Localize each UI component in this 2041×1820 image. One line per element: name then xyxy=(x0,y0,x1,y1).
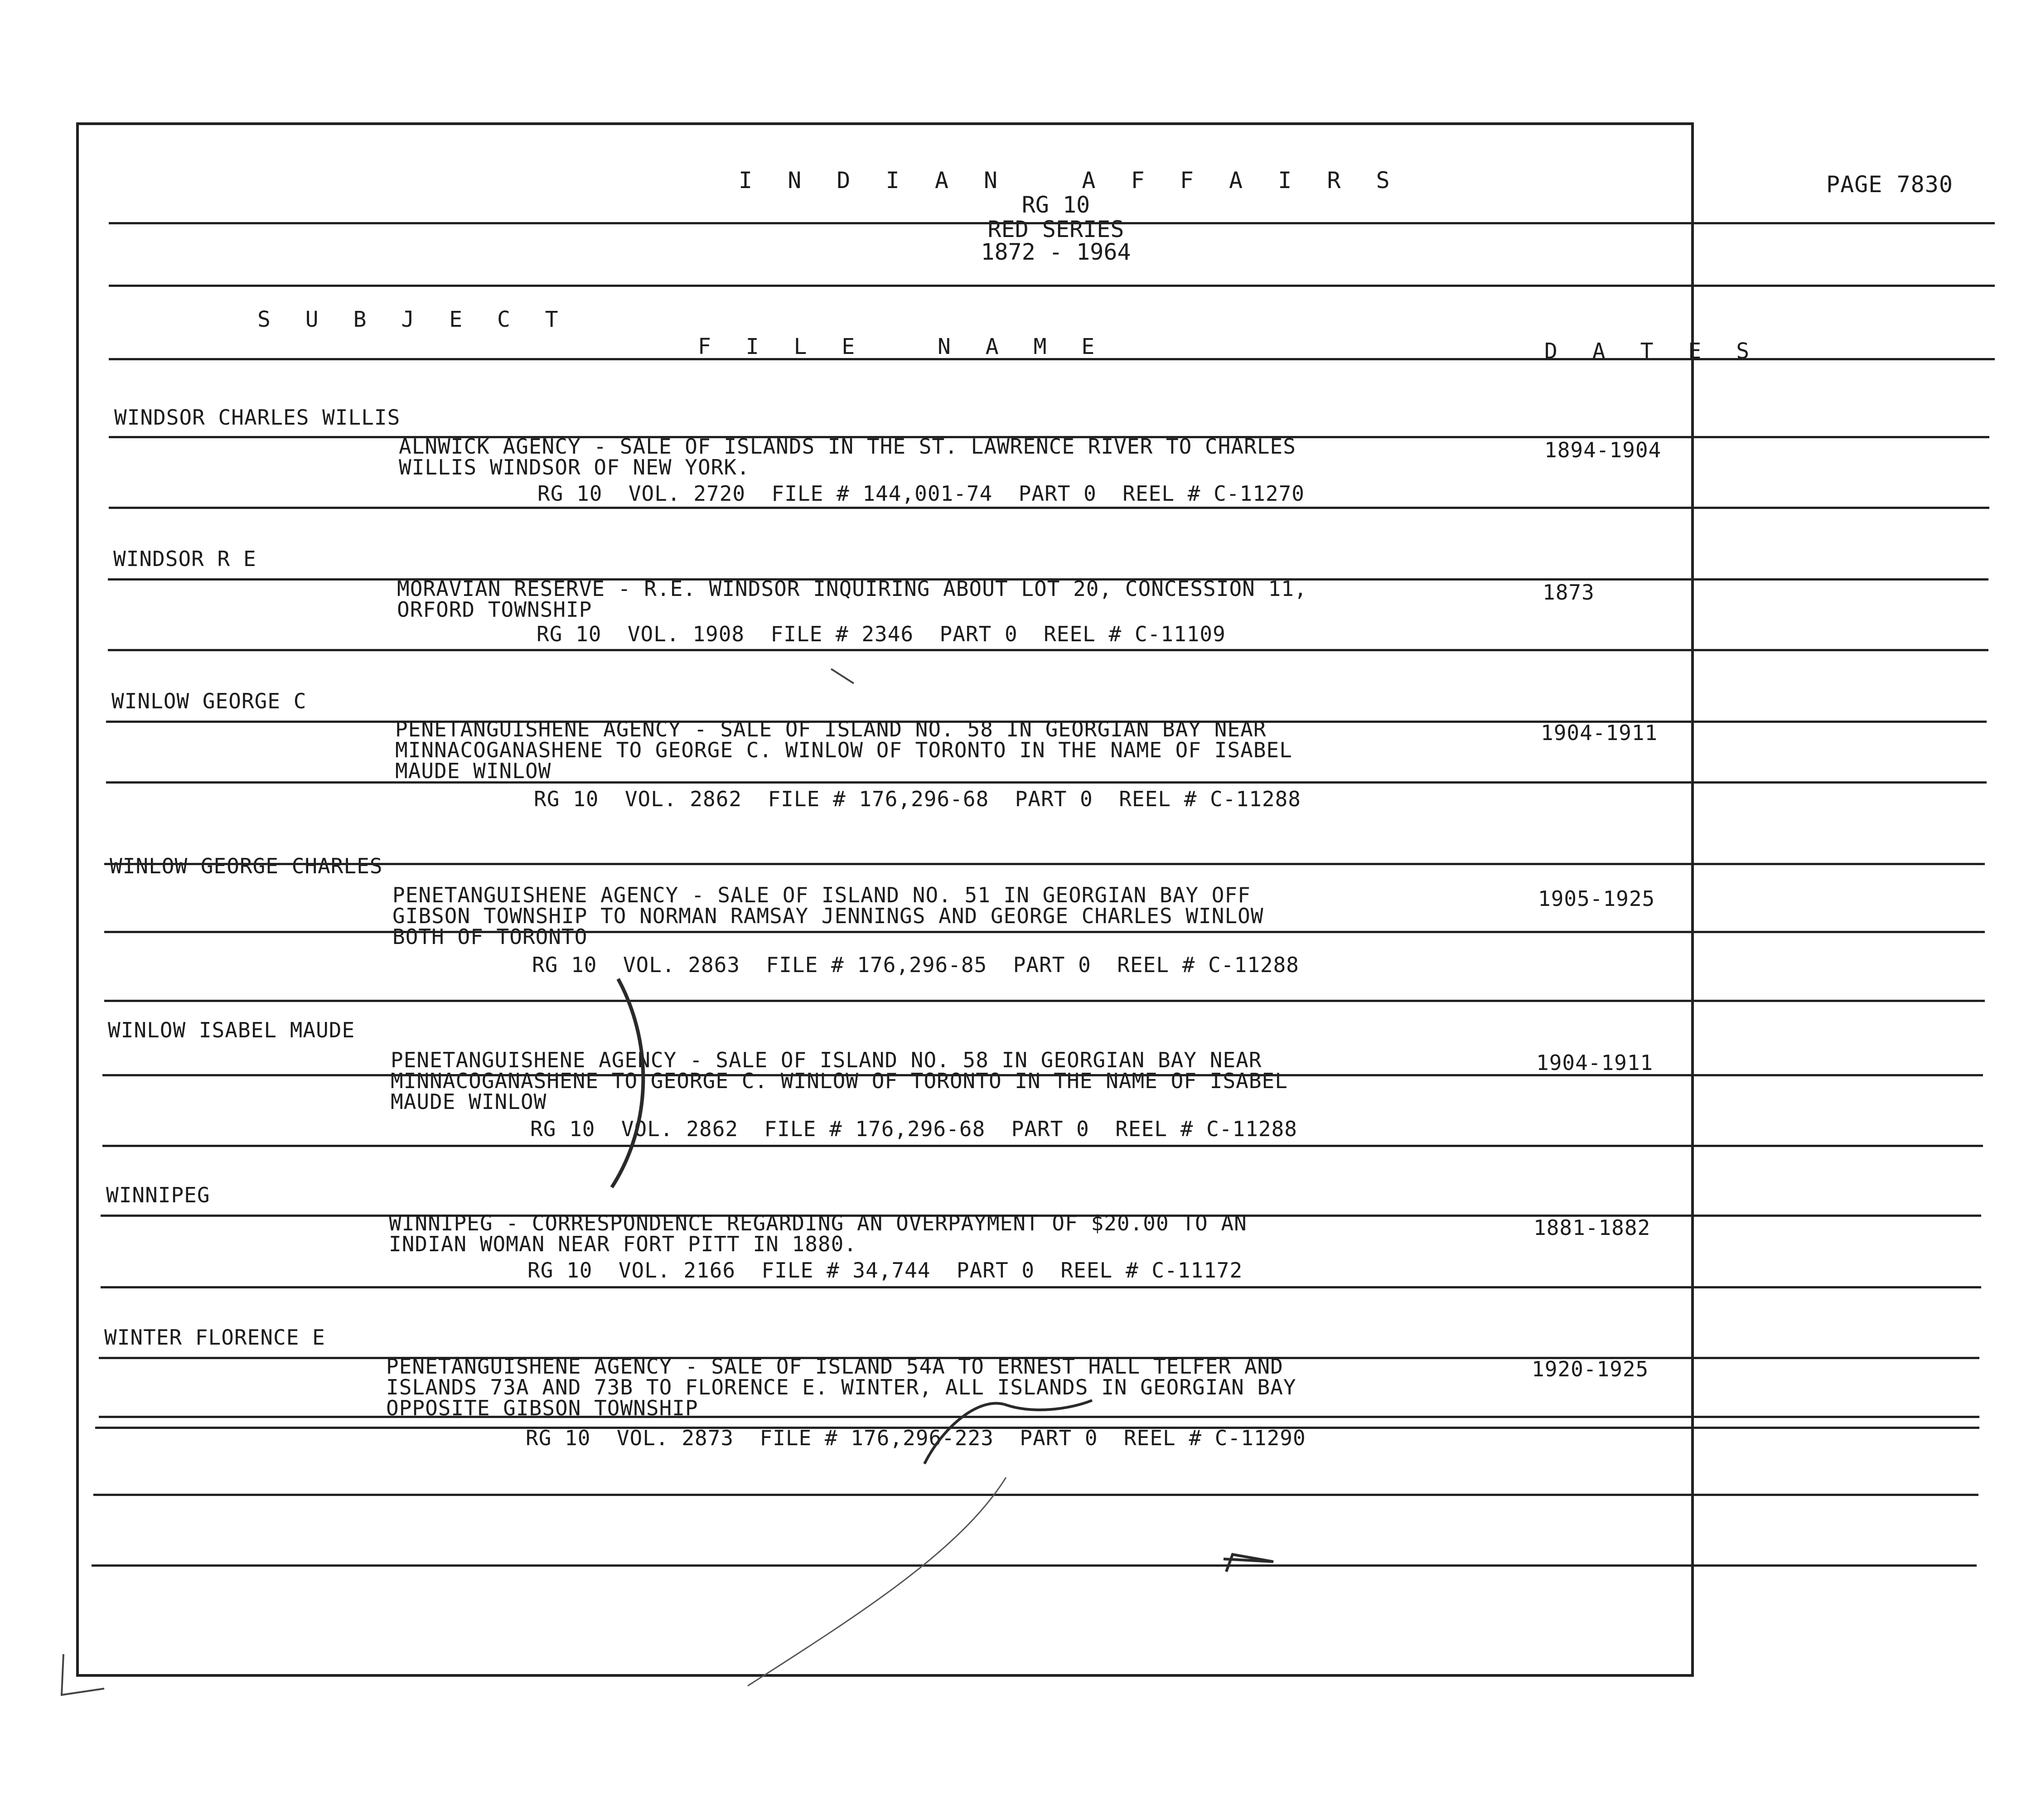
arrow-mark xyxy=(1224,1554,1273,1572)
entry-file-name: ALNWICK AGENCY - SALE OF ISLANDS IN THE ST. LAWRENCE RIVER TO CHARLES xyxy=(399,434,1296,459)
entry-file-name: MORAVIAN RESERVE - R.E. WINDSOR INQUIRING ABOUT LOT 20, CONCESSION 11, xyxy=(397,576,1307,601)
entry-subject: WINLOW GEORGE CHARLES xyxy=(110,854,383,878)
pen-stroke xyxy=(924,1400,1092,1464)
series-years: 1872 - 1964 xyxy=(981,239,1131,265)
entry-file-name: BOTH OF TORONTO xyxy=(392,925,588,949)
entry-reference: RG 10 VOL. 2863 FILE # 176,296-85 PART 0 REEL # C-11288 xyxy=(532,953,1299,977)
entry-dates: 1920-1925 xyxy=(1532,1357,1649,1381)
pen-stroke xyxy=(748,1477,1006,1686)
entry-file-name: INDIAN WOMAN NEAR FORT PITT IN 1880. xyxy=(389,1232,857,1256)
entry-reference: RG 10 VOL. 2873 FILE # 176,296-223 PART 0 REEL # C-11290 xyxy=(526,1426,1306,1450)
entry-subject: WINTER FLORENCE E xyxy=(104,1325,325,1350)
entry-subject: WINDSOR R E xyxy=(113,547,256,571)
column-header-file-name: F I L E N A M E xyxy=(698,334,1106,359)
document-title: I N D I A N A F F A I R S xyxy=(739,167,1401,194)
entry-dates: 1905-1925 xyxy=(1538,886,1655,911)
entry-subject: WINDSOR CHARLES WILLIS xyxy=(114,405,401,430)
entry-reference: RG 10 VOL. 2720 FILE # 144,001-74 PART 0 REEL # C-11270 xyxy=(537,481,1305,506)
entry-file-name: MINNACOGANASHENE TO GEORGE C. WINLOW OF TORONTO IN THE NAME OF ISABEL xyxy=(395,738,1292,762)
entry-reference: RG 10 VOL. 1908 FILE # 2346 PART 0 REEL # C-11109 xyxy=(537,622,1226,646)
record-group: RG 10 xyxy=(1021,192,1090,218)
entry-file-name: GIBSON TOWNSHIP TO NORMAN RAMSAY JENNINGS AND GEORGE CHARLES WINLOW xyxy=(392,904,1264,928)
entry-file-name: ISLANDS 73A AND 73B TO FLORENCE E. WINTER, ALL ISLANDS IN GEORGIAN BAY xyxy=(386,1375,1296,1399)
entry-reference: RG 10 VOL. 2862 FILE # 176,296-68 PART 0 REEL # C-11288 xyxy=(530,1117,1297,1141)
column-header-subject: S U B J E C T xyxy=(257,307,569,332)
entry-file-name: PENETANGUISHENE AGENCY - SALE OF ISLAND 54A TO ERNEST HALL TELFER AND xyxy=(386,1354,1283,1379)
series-name: RED SERIES xyxy=(987,216,1124,242)
corner-mark xyxy=(62,1654,104,1695)
entry-file-name: PENETANGUISHENE AGENCY - SALE OF ISLAND NO. 51 IN GEORGIAN BAY OFF xyxy=(392,883,1251,907)
entry-file-name: MINNACOGANASHENE TO GEORGE C. WINLOW OF TORONTO IN THE NAME OF ISABEL xyxy=(391,1069,1288,1093)
page-number: PAGE 7830 xyxy=(1826,171,1953,198)
entry-subject: WINLOW GEORGE C xyxy=(111,689,307,713)
entry-file-name: PENETANGUISHENE AGENCY - SALE OF ISLAND NO. 58 IN GEORGIAN BAY NEAR xyxy=(391,1048,1262,1072)
entry-dates: 1904-1911 xyxy=(1536,1050,1654,1075)
entry-dates: 1873 xyxy=(1543,580,1595,605)
entry-dates: 1894-1904 xyxy=(1544,438,1662,462)
entry-file-name: ORFORD TOWNSHIP xyxy=(397,597,592,622)
entry-reference: RG 10 VOL. 2862 FILE # 176,296-68 PART 0 REEL # C-11288 xyxy=(534,787,1301,811)
entry-file-name: WILLIS WINDSOR OF NEW YORK. xyxy=(399,455,750,479)
entry-file-name: WINNIPEG - CORRESPONDENCE REGARDING AN OVERPAYMENT OF $20.00 TO AN xyxy=(389,1211,1247,1235)
entry-file-name: MAUDE WINLOW xyxy=(395,759,551,783)
bracket-mark xyxy=(612,979,643,1187)
entry-subject: WINNIPEG xyxy=(106,1183,210,1207)
pen-stroke xyxy=(831,669,854,683)
entry-dates: 1881-1882 xyxy=(1533,1215,1651,1240)
entry-reference: RG 10 VOL. 2166 FILE # 34,744 PART 0 REEL # C-11172 xyxy=(527,1258,1243,1283)
column-header-dates: D A T E S xyxy=(1544,339,1760,364)
entry-file-name: OPPOSITE GIBSON TOWNSHIP xyxy=(386,1396,698,1420)
entry-file-name: MAUDE WINLOW xyxy=(391,1089,547,1114)
entry-dates: 1904-1911 xyxy=(1541,721,1658,745)
entry-subject: WINLOW ISABEL MAUDE xyxy=(108,1018,355,1042)
entry-file-name: PENETANGUISHENE AGENCY - SALE OF ISLAND NO. 58 IN GEORGIAN BAY NEAR xyxy=(395,717,1267,741)
